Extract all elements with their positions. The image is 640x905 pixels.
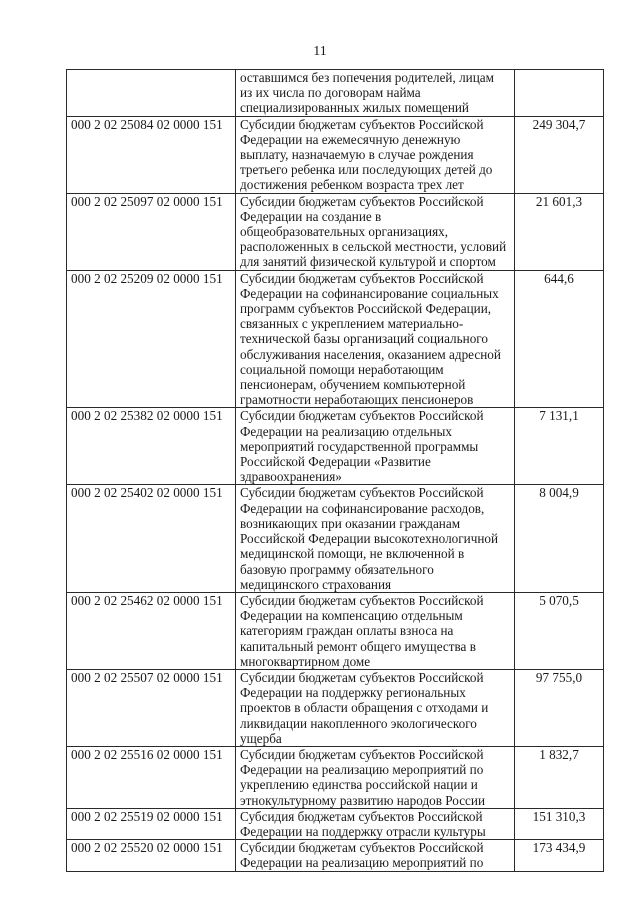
description-line: третьего ребенка или последующих детей до [240, 162, 493, 178]
table-row [67, 669, 604, 746]
description-cell [236, 193, 515, 270]
amount-cell: 97 755,0 [515, 669, 604, 746]
description-line: Федерации на софинансирование расходов, [240, 500, 485, 516]
description-line: Субсидии бюджетам субъектов Российской [240, 408, 484, 424]
description-line: укреплению единства российской нации и [240, 777, 478, 793]
description-line: общеобразовательных организациях, [240, 224, 449, 240]
description-line: Федерации на софинансирование социальных [240, 285, 499, 301]
description-line: категориям граждан оплаты взноса на [240, 623, 454, 639]
budget-code-cell: 000 2 02 25519 02 0000 151 [67, 808, 236, 839]
description-line: Субсидии бюджетам субъектов Российской [240, 840, 484, 856]
budget-code-cell: 000 2 02 25382 02 0000 151 [67, 408, 236, 485]
description-line: специализированных жилых помещений [240, 100, 469, 116]
description-line: Федерации на поддержку отрасли культуры [240, 823, 486, 839]
description-line: Субсидии бюджетам субъектов Российской [240, 193, 484, 209]
description-line: медицинской помощи, не включенной в [240, 546, 465, 562]
amount-cell: 21 601,3 [515, 193, 604, 270]
description-line: Федерации на реализацию мероприятий по [240, 762, 484, 778]
amount-cell: 151 310,3 [515, 808, 604, 839]
description-cell [236, 669, 515, 746]
description-line: Субсидии бюджетам субъектов Российской [240, 669, 484, 685]
budget-code-cell: 000 2 02 25084 02 0000 151 [67, 116, 236, 193]
description-line: Субсидии бюджетам субъектов Российской [240, 116, 484, 132]
description-line: возникающих при оказании гражданам [240, 515, 461, 531]
description-line: Федерации на ежемесячную денежную [240, 131, 461, 147]
description-line: Федерации на поддержку региональных [240, 685, 466, 701]
page-number: 11 [313, 44, 327, 59]
amount-cell: 644,6 [515, 270, 604, 408]
description-line: грамотности неработающих пенсионеров [240, 392, 474, 408]
table-row [67, 808, 604, 839]
table-row [67, 193, 604, 270]
table-row [67, 592, 604, 669]
description-line: обслуживания населения, оказанием адресной [240, 346, 501, 362]
description-cell [236, 70, 515, 117]
description-cell [236, 270, 515, 408]
description-line: пенсионерам, обучением компьютерной [240, 377, 466, 393]
budget-code-cell [67, 70, 236, 117]
table-row [67, 746, 604, 808]
budget-table [66, 69, 604, 872]
description-line: базовую программу обязательного [240, 561, 434, 577]
description-line: Субсидии бюджетам субъектов Российской [240, 270, 484, 286]
description-line: Субсидии бюджетам субъектов Российской [240, 746, 484, 762]
description-line: медицинского страхования [240, 576, 392, 592]
description-line: Субсидия бюджетам субъектов Российской [240, 808, 483, 824]
amount-cell: 1 832,7 [515, 746, 604, 808]
description-line: проектов в области обращения с отходами и [240, 700, 489, 716]
amount-cell: 5 070,5 [515, 592, 604, 669]
description-line: Федерации на реализацию мероприятий по [240, 855, 484, 871]
budget-code-cell: 000 2 02 25462 02 0000 151 [67, 592, 236, 669]
description-line: капитальный ремонт общего имущества в [240, 638, 476, 654]
description-line: оставшимся без попечения родителей, лицам [240, 70, 494, 85]
description-line: здравоохранения» [240, 469, 342, 485]
description-line: социальной помощи неработающим [240, 361, 444, 377]
description-cell [236, 592, 515, 669]
budget-code-cell: 000 2 02 25402 02 0000 151 [67, 485, 236, 592]
description-line: расположенных в сельской местности, условий [240, 239, 507, 255]
description-line: ликвидации накопленного экологического [240, 715, 477, 731]
budget-code-cell: 000 2 02 25097 02 0000 151 [67, 193, 236, 270]
description-line: Федерации на компенсацию отдельным [240, 608, 463, 624]
budget-code-cell: 000 2 02 25516 02 0000 151 [67, 746, 236, 808]
description-line: Российской Федерации «Развитие [240, 454, 431, 470]
amount-cell: 173 434,9 [515, 840, 604, 871]
table-row [67, 408, 604, 485]
description-cell [236, 408, 515, 485]
table-row [67, 485, 604, 592]
amount-cell: 8 004,9 [515, 485, 604, 592]
description-cell [236, 808, 515, 839]
description-line: этнокультурному развитию народов России [240, 792, 486, 808]
description-line: Российской Федерации высокотехнологичной [240, 531, 499, 547]
budget-code-cell: 000 2 02 25507 02 0000 151 [67, 669, 236, 746]
table-row [67, 116, 604, 193]
description-line: ущерба [240, 730, 282, 746]
description-line: из их числа по договорам найма [240, 85, 421, 101]
description-line: мероприятий государственной программы [240, 438, 479, 454]
description-line: технической базы организаций социального [240, 331, 488, 347]
description-line: связанных с укреплением материально- [240, 316, 464, 332]
amount-cell [515, 70, 604, 117]
description-line: Федерации на реализацию отдельных [240, 423, 453, 439]
table-row [67, 270, 604, 408]
description-line: программ субъектов Российской Федерации, [240, 301, 492, 317]
description-line: для занятий физической культурой и спортом [240, 254, 496, 270]
description-cell [236, 485, 515, 592]
description-line: выплату, назначаемую в случае рождения [240, 147, 474, 163]
description-cell [236, 746, 515, 808]
amount-cell: 249 304,7 [515, 116, 604, 193]
description-line: Субсидии бюджетам субъектов Российской [240, 485, 484, 501]
description-line: многоквартирном доме [240, 653, 371, 669]
description-line: Федерации на создание в [240, 208, 382, 224]
description-line: Субсидии бюджетам субъектов Российской [240, 592, 484, 608]
description-cell [236, 840, 515, 871]
table-row [67, 840, 604, 871]
description-line: достижения ребенком возраста трех лет [240, 177, 464, 193]
budget-table-body [67, 70, 604, 872]
amount-cell: 7 131,1 [515, 408, 604, 485]
budget-code-cell: 000 2 02 25209 02 0000 151 [67, 270, 236, 408]
budget-code-cell: 000 2 02 25520 02 0000 151 [67, 840, 236, 871]
table-row [67, 70, 604, 117]
description-cell [236, 116, 515, 193]
